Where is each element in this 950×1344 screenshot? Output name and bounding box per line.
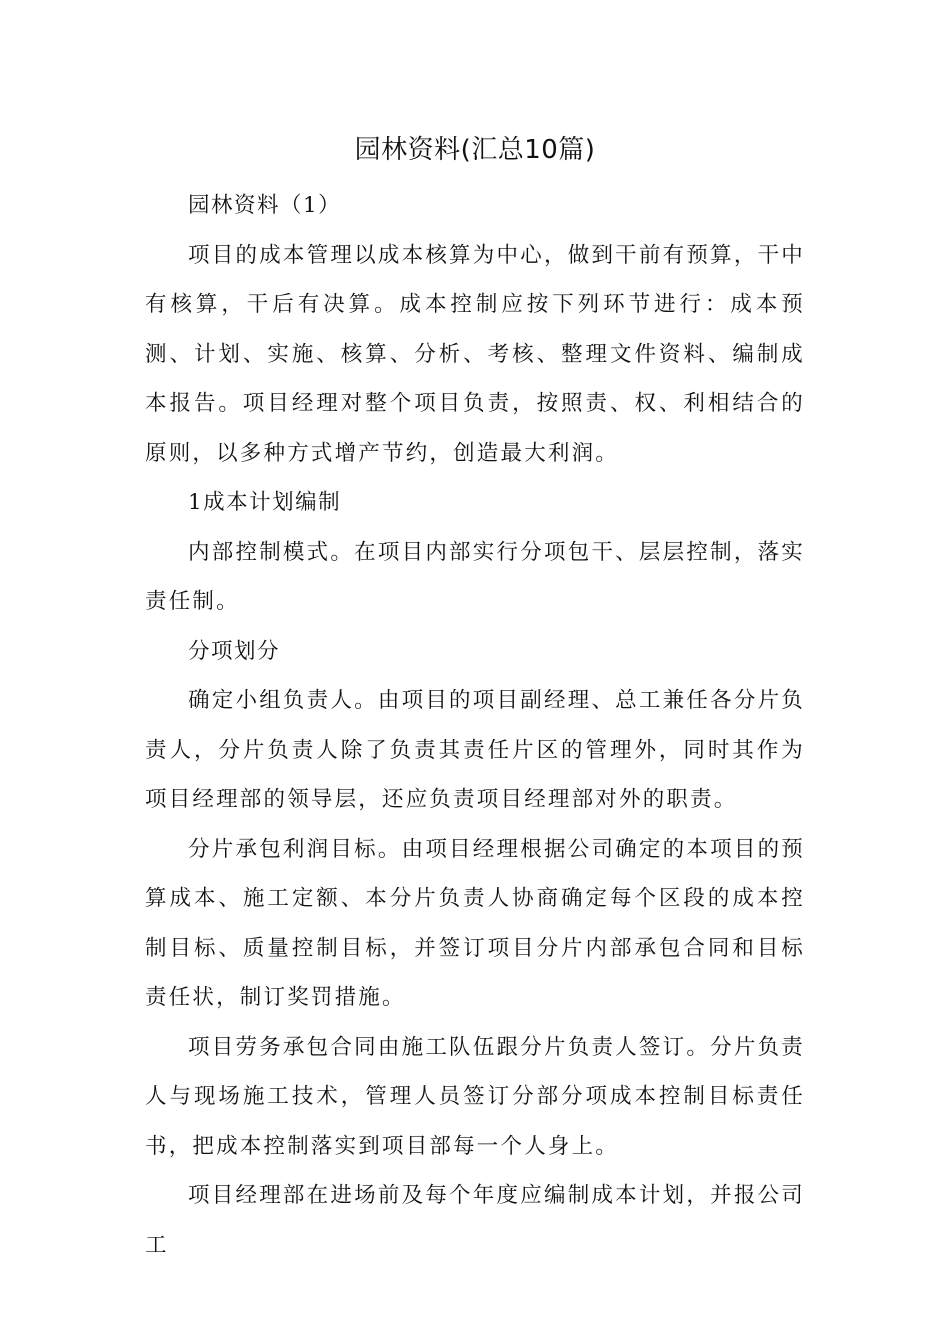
- paragraph: 内部控制模式。在项目内部实行分项包干、层层控制，落实责任制。: [145, 539, 805, 614]
- subsection-heading: 1成本计划编制: [188, 490, 342, 515]
- section-heading: 园林资料（1）: [188, 193, 342, 218]
- paragraph: 项目劳务承包合同由施工队伍跟分片负责人签订。分片负责人与现场施工技术，管理人员签订分部分项成本控制目标责任书，把成本控制落实到项目部每一个人身上。: [145, 1034, 805, 1159]
- paragraph: 确定小组负责人。由项目的项目副经理、总工兼任各分片负责人，分片负责人除了负责其责任片区的管理外，同时其作为项目经理部的领导层，还应负责项目经理部对外的职责。: [145, 688, 805, 812]
- document-title: 园林资料(汇总10篇): [354, 135, 596, 165]
- paragraph: 项目的成本管理以成本核算为中心，做到干前有预算，干中有核算，干后有决算。成本控制应按下列环节进行：成本预测、计划、实施、核算、分析、考核、整理文件资料、编制成本报告。项目经理对整个项目负责，按照责、权、利相结合的原则，以多种方式增产节约，创造最大利润。: [145, 242, 805, 466]
- paragraph: 项目经理部在进场前及每个年度应编制成本计划，并报公司工: [145, 1183, 805, 1258]
- paragraph: 分片承包利润目标。由项目经理根据公司确定的本项目的预算成本、施工定额、本分片负责人协商确定每个区段的成本控制目标、质量控制目标，并签订项目分片内部承包合同和目标责任状，制订奖罚措施。: [145, 836, 805, 1010]
- document-body: [145, 181, 805, 1270]
- subsection-heading: 分项划分: [188, 638, 281, 664]
